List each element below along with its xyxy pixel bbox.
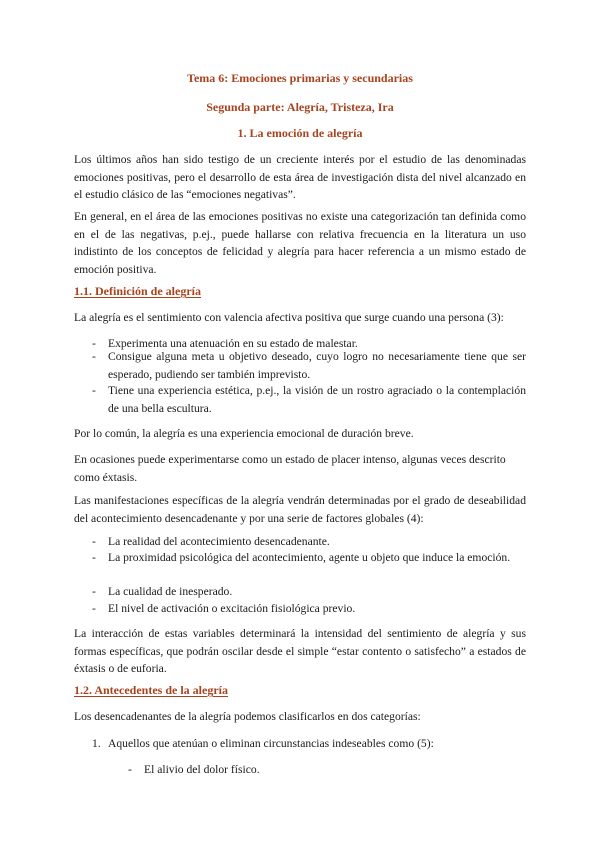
bullet-dash: - <box>92 602 96 615</box>
numbered-item-label: 1. <box>92 737 101 750</box>
bullet-text: Experimenta una atenuación en su estado de malestar. <box>108 337 358 350</box>
s11-paragraph-1: La alegría es el sentimiento con valencia afectiva positiva que surge cuando una persona (3): <box>74 311 504 324</box>
bullet-dash: - <box>92 337 96 350</box>
document-title: Tema 6: Emociones primarias y secundarias <box>187 71 413 85</box>
bullet-text: El nivel de activación o excitación fisiológica previo. <box>108 602 356 615</box>
numbered-item-text: Aquellos que atenúan o eliminan circunstancias indeseables como (5): <box>108 737 434 750</box>
s11-paragraph-4: Las manifestaciones específicas de la alegría vendrán determinadas por el grado de deseabilidad del acontecimiento desencadenante y por una serie de factores globales (4): <box>74 494 526 525</box>
bullet-item <box>92 348 526 383</box>
bullet-item <box>92 533 526 551</box>
intro-paragraph-1: Los últimos años han sido testigo de un creciente interés por el estudio de las denominadas emociones positivas, pero el desarrollo de esta área de investigación dista del nivel alcanzado en el estudio clásico de las “emociones negativas”. <box>74 153 526 201</box>
s11-paragraph-5: La interacción de estas variables determinará la intensidad del sentimiento de alegría y sus formas específicas, que podrán oscilar desde el simple “estar contento o satisfecho” a estados de éxtasis o de euforia. <box>74 627 526 675</box>
bullet-dash: - <box>92 350 96 363</box>
bullet-dash: - <box>92 384 96 397</box>
bullet-dash: - <box>128 763 132 776</box>
bullet-text: La proximidad psicológica del acontecimiento, agente u objeto que induce la emoción. <box>108 551 511 564</box>
bullet-text: Tiene una experiencia estética, p.ej., la visión de un rostro agraciado o la contemplación de una bella escultura. <box>108 384 526 415</box>
bullet-dash: - <box>92 585 96 598</box>
document-subtitle: Segunda parte: Alegría, Tristeza, Ira <box>206 100 394 114</box>
sub-bullet-text: El alivio del dolor físico. <box>144 763 260 776</box>
bullet-item <box>92 382 526 417</box>
bullet-item <box>92 600 526 618</box>
section-1-1-heading: 1.1. Definición de alegría <box>74 284 201 298</box>
bullet-text: La cualidad de inesperado. <box>108 585 233 598</box>
s12-paragraph-1: Los desencadenantes de la alegría podemos clasificarlos en dos categorías: <box>74 710 421 723</box>
bullet-text: La realidad del acontecimiento desencadenante. <box>108 535 330 548</box>
sub-bullet-item <box>128 761 526 779</box>
bullet-text: Consigue alguna meta u objetivo deseado, cuyo logro no necesariamente tiene que ser esperado, pudiendo ser también imprevisto. <box>108 350 526 381</box>
intro-paragraph-2: En general, en el área de las emociones positivas no existe una categorización tan definida como en el de las negativas, p.ej., puede hallarse con relativa frecuencia en la literatura un uso indistinto de los conceptos de felicidad y alegría para hacer referencia a un mismo estado de emoción positiva. <box>74 210 526 276</box>
section-1-title: 1. La emoción de alegría <box>237 126 363 140</box>
s11-paragraph-2: Por lo común, la alegría es una experiencia emocional de duración breve. <box>74 427 414 440</box>
bullet-dash: - <box>92 535 96 548</box>
bullet-dash: - <box>92 551 96 564</box>
bullet-item <box>92 549 526 567</box>
bullet-item <box>92 583 526 601</box>
numbered-item <box>92 735 526 753</box>
section-1-2-heading: 1.2. Antecedentes de la alegría <box>74 683 228 697</box>
s11-paragraph-3: En ocasiones puede experimentarse como un estado de placer intenso, algunas veces descrito como éxtasis. <box>74 453 506 484</box>
